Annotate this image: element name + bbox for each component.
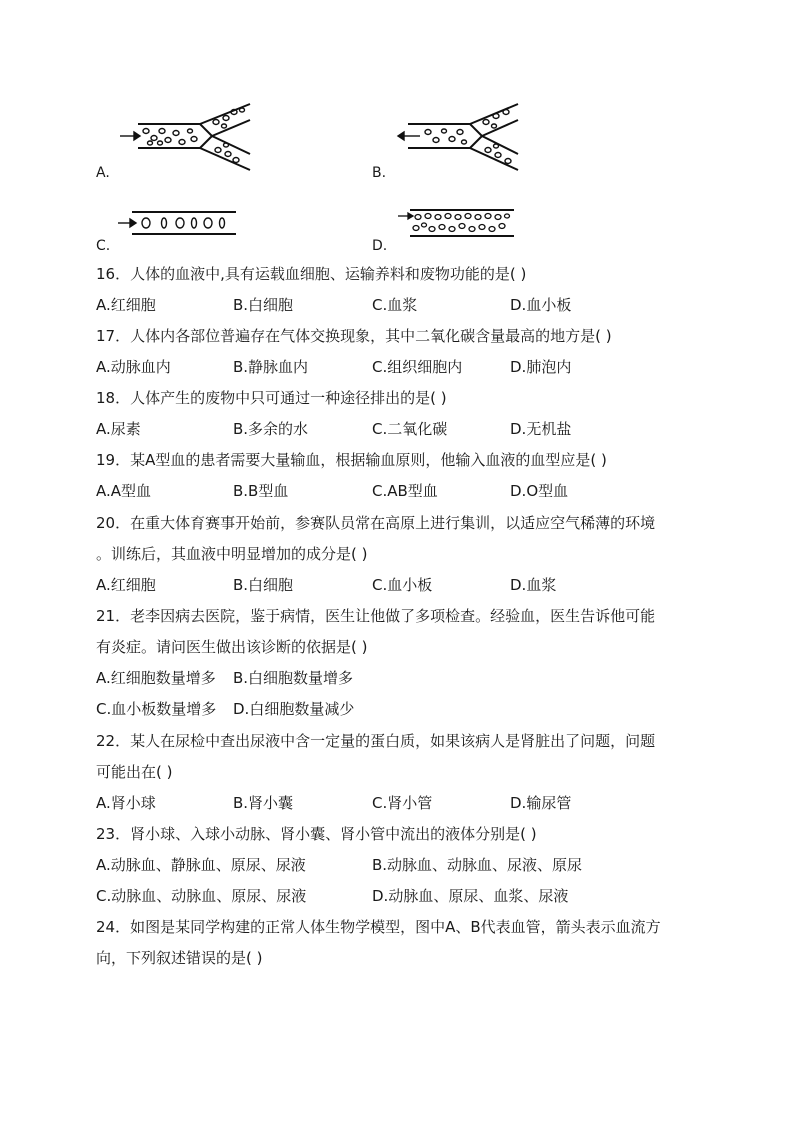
- question-22-option-a: A.肾小球: [96, 794, 156, 812]
- question-16-option-c: C.血浆: [372, 296, 418, 314]
- question-24-stem-line-1: 24．如图是某同学构建的正常人体生物学模型，图中A、B代表血管，箭头表示血流方: [96, 918, 661, 936]
- question-23-option-d: D.动脉血、原尿、血浆、尿液: [372, 887, 569, 905]
- question-18-option-b: B.多余的水: [233, 420, 309, 438]
- question-19-option-a: A.A型血: [96, 482, 152, 500]
- figure-option-label-b: B.: [372, 165, 387, 181]
- question-19-option-b: B.B型血: [233, 482, 289, 500]
- question-23-stem: 23．肾小球、入球小动脉、肾小囊、肾小管中流出的液体分别是( ): [96, 825, 537, 843]
- question-20-option-c: C.血小板: [372, 576, 433, 594]
- question-22-option-c: C.肾小管: [372, 794, 433, 812]
- question-22-stem-line-1: 22．某人在尿检中查出尿液中含一定量的蛋白质，如果该病人是肾脏出了问题，问题: [96, 732, 656, 750]
- question-17-option-d: D.肺泡内: [510, 358, 572, 376]
- question-20-option-b: B.白细胞: [233, 576, 294, 594]
- question-19-stem: 19．某A型血的患者需要大量输血，根据输血原则，他输入血液的血型应是( ): [96, 451, 607, 469]
- question-19-option-c: C.AB型血: [372, 482, 438, 500]
- question-21-stem-line-1: 21．老李因病去医院，鉴于病情，医生让他做了多项检查。经验血，医生告诉他可能: [96, 607, 656, 625]
- question-20-stem-line-2: 。训练后，其血液中明显增加的成分是( ): [96, 545, 368, 563]
- question-17-option-b: B.静脉血内: [233, 358, 309, 376]
- question-21-option-d: D.白细胞数量减少: [233, 700, 355, 718]
- figure-option-label-c: C.: [96, 238, 111, 254]
- question-18-stem: 18．人体产生的废物中只可通过一种途径排出的是( ): [96, 389, 447, 407]
- vessel-diagram-b: [398, 98, 538, 178]
- figure-option-label-d: D.: [372, 238, 388, 254]
- vessel-diagram-d: [398, 206, 518, 240]
- question-21-option-b: B.白细胞数量增多: [233, 669, 354, 687]
- question-22-stem-line-2: 可能出在( ): [96, 763, 173, 781]
- question-16-option-d: D.血小板: [510, 296, 572, 314]
- question-20-stem-line-1: 20．在重大体育赛事开始前，参赛队员常在高原上进行集训，以适应空气稀薄的环境: [96, 514, 656, 532]
- question-23-option-b: B.动脉血、动脉血、尿液、原尿: [372, 856, 583, 874]
- question-22-option-b: B.肾小囊: [233, 794, 294, 812]
- question-23-option-c: C.动脉血、动脉血、原尿、尿液: [96, 887, 307, 905]
- question-16-option-a: A.红细胞: [96, 296, 156, 314]
- question-18-option-a: A.尿素: [96, 420, 141, 438]
- question-22-option-d: D.输尿管: [510, 794, 572, 812]
- question-19-option-d: D.O型血: [510, 482, 569, 500]
- question-17-option-a: A.动脉血内: [96, 358, 171, 376]
- vessel-diagram-c: [118, 208, 243, 238]
- question-17-stem: 17．人体内各部位普遍存在气体交换现象，其中二氧化碳含量最高的地方是( ): [96, 327, 612, 345]
- question-21-option-a: A.红细胞数量增多: [96, 669, 216, 687]
- question-24-stem-line-2: 向，下列叙述错误的是( ): [96, 949, 263, 967]
- question-23-option-a: A.动脉血、静脉血、原尿、尿液: [96, 856, 306, 874]
- figure-option-label-a: A.: [96, 165, 110, 181]
- question-20-option-a: A.红细胞: [96, 576, 156, 594]
- question-16-option-b: B.白细胞: [233, 296, 294, 314]
- question-20-option-d: D.血浆: [510, 576, 557, 594]
- question-18-option-d: D.无机盐: [510, 420, 572, 438]
- question-17-option-c: C.组织细胞内: [372, 358, 463, 376]
- vessel-diagram-a: [120, 98, 260, 178]
- question-18-option-c: C.二氧化碳: [372, 420, 448, 438]
- question-21-option-c: C.血小板数量增多: [96, 700, 217, 718]
- question-21-stem-line-2: 有炎症。请问医生做出该诊断的依据是( ): [96, 638, 368, 656]
- question-16-stem: 16．人体的血液中,具有运载血细胞、运输养料和废物功能的是( ): [96, 265, 527, 283]
